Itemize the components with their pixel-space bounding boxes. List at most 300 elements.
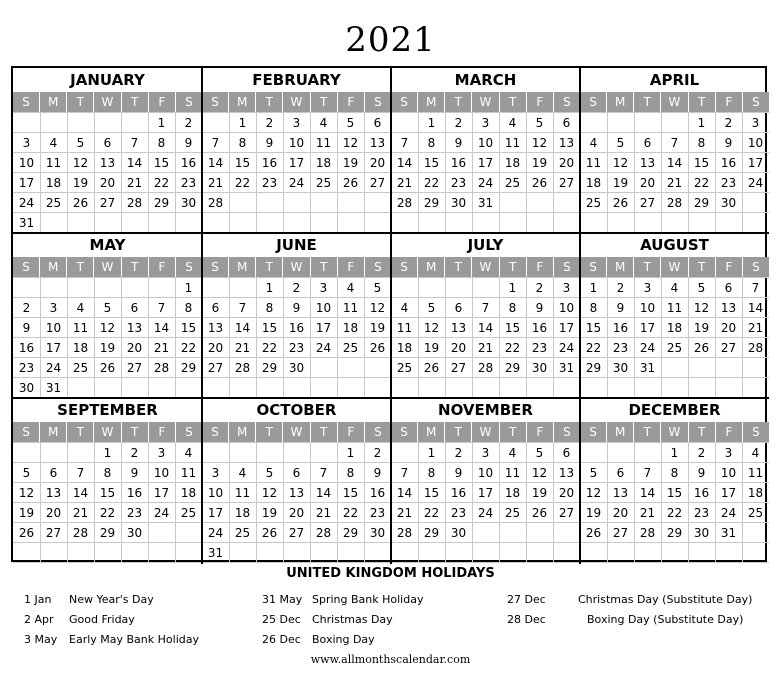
weekday-label: T: [255, 92, 282, 112]
day-cell: 29: [504, 361, 521, 375]
weekday-label: S: [553, 422, 580, 442]
day-cell: 14: [747, 301, 764, 315]
day-cell: 6: [211, 301, 220, 315]
day-cell: 29: [153, 196, 170, 210]
weekday-label: T: [499, 422, 526, 442]
day-cell: 19: [99, 341, 116, 355]
day-cell: 24: [639, 341, 656, 355]
day-cell: 31: [639, 361, 656, 375]
day-cell: 22: [99, 506, 116, 520]
holidays-title: UNITED KINGDOM HOLIDAYS: [286, 566, 495, 581]
day-cell: 27: [450, 361, 467, 375]
day-cell: 19: [18, 506, 35, 520]
day-cell: 23: [531, 341, 548, 355]
weekday-label: T: [688, 257, 715, 277]
day-cell: 16: [261, 156, 278, 170]
day-cell: 17: [747, 156, 764, 170]
weekday-label: W: [471, 92, 498, 112]
weekday-label: S: [364, 92, 391, 112]
day-cell: 29: [180, 361, 197, 375]
month-august: [580, 233, 769, 398]
day-cell: 23: [720, 176, 737, 190]
day-cell: 7: [211, 136, 220, 150]
day-cell: 10: [288, 136, 305, 150]
day-cell: 29: [423, 526, 440, 540]
day-cell: 6: [643, 136, 652, 150]
day-cell: 29: [342, 526, 359, 540]
day-cell: 16: [450, 156, 467, 170]
day-cell: 7: [481, 301, 490, 315]
day-cell: 21: [639, 506, 656, 520]
day-cell: 1: [238, 116, 247, 130]
day-cell: 30: [450, 526, 467, 540]
day-cell: 27: [639, 196, 656, 210]
grid-line: [391, 562, 580, 563]
day-cell: 8: [184, 301, 193, 315]
day-cell: 3: [292, 116, 301, 130]
day-cell: 2: [724, 116, 733, 130]
day-cell: 30: [720, 196, 737, 210]
day-cell: 3: [481, 446, 490, 460]
day-cell: 28: [639, 526, 656, 540]
day-cell: 6: [292, 466, 301, 480]
weekday-label: F: [337, 92, 364, 112]
day-cell: 9: [373, 466, 382, 480]
day-cell: 4: [670, 281, 679, 295]
day-cell: 6: [562, 116, 571, 130]
day-cell: 28: [666, 196, 683, 210]
day-cell: 15: [693, 156, 710, 170]
weekday-label: W: [93, 92, 120, 112]
day-cell: 5: [535, 446, 544, 460]
day-cell: 26: [99, 361, 116, 375]
day-cell: 15: [261, 321, 278, 335]
month-title: JULY: [467, 236, 504, 254]
day-cell: 5: [427, 301, 436, 315]
day-cell: 9: [22, 321, 31, 335]
day-cell: 1: [670, 446, 679, 460]
day-cell: 30: [450, 196, 467, 210]
day-cell: 28: [396, 526, 413, 540]
day-cell: 30: [288, 361, 305, 375]
day-cell: 21: [126, 176, 143, 190]
holiday-date: 2 Apr: [24, 613, 54, 626]
weekday-label: S: [742, 257, 769, 277]
day-cell: 5: [22, 466, 31, 480]
weekday-label: T: [499, 92, 526, 112]
day-cell: 26: [531, 506, 548, 520]
weekday-label: F: [526, 92, 553, 112]
day-cell: 3: [49, 301, 58, 315]
day-cell: 4: [319, 116, 328, 130]
weekday-label: T: [121, 257, 148, 277]
weekday-label: S: [364, 257, 391, 277]
day-cell: 30: [180, 196, 197, 210]
day-cell: 17: [45, 341, 62, 355]
day-cell: 2: [454, 446, 463, 460]
day-cell: 19: [369, 321, 386, 335]
weekday-label: M: [39, 92, 66, 112]
day-cell: 11: [396, 321, 413, 335]
day-cell: 7: [751, 281, 760, 295]
day-cell: 6: [454, 301, 463, 315]
month-divider: [13, 397, 769, 399]
day-cell: 17: [639, 321, 656, 335]
day-cell: 10: [720, 466, 737, 480]
day-cell: 12: [612, 156, 629, 170]
day-cell: 6: [724, 281, 733, 295]
day-cell: 26: [585, 526, 602, 540]
month-divider: [201, 68, 203, 564]
day-cell: 13: [99, 156, 116, 170]
day-cell: 23: [288, 341, 305, 355]
weekday-label: S: [364, 422, 391, 442]
day-cell: 16: [126, 486, 143, 500]
day-cell: 7: [238, 301, 247, 315]
day-cell: 15: [180, 321, 197, 335]
day-cell: 17: [207, 506, 224, 520]
day-cell: 27: [558, 176, 575, 190]
day-cell: 2: [130, 446, 139, 460]
day-cell: 20: [558, 156, 575, 170]
day-cell: 13: [558, 466, 575, 480]
weekday-label: T: [66, 257, 93, 277]
day-cell: 20: [720, 321, 737, 335]
day-cell: 10: [18, 156, 35, 170]
day-cell: 24: [477, 506, 494, 520]
day-cell: 17: [315, 321, 332, 335]
day-cell: 11: [45, 156, 62, 170]
day-cell: 17: [153, 486, 170, 500]
holiday-date: 3 May: [24, 633, 58, 646]
day-cell: 25: [396, 361, 413, 375]
weekday-label: T: [688, 92, 715, 112]
day-cell: 18: [747, 486, 764, 500]
weekday-label: S: [589, 425, 597, 439]
month-february: [202, 68, 391, 233]
day-cell: 21: [477, 341, 494, 355]
day-cell: 24: [720, 506, 737, 520]
day-cell: 21: [396, 506, 413, 520]
day-cell: 28: [477, 361, 494, 375]
day-cell: 28: [153, 361, 170, 375]
day-cell: 19: [342, 156, 359, 170]
day-cell: 28: [234, 361, 251, 375]
weekday-label: M: [417, 92, 444, 112]
day-cell: 18: [315, 156, 332, 170]
day-cell: 29: [423, 196, 440, 210]
day-cell: 12: [18, 486, 35, 500]
day-cell: 17: [477, 486, 494, 500]
month-title: AUGUST: [640, 236, 709, 254]
day-cell: 22: [153, 176, 170, 190]
weekday-header: [391, 422, 580, 442]
day-cell: 14: [153, 321, 170, 335]
day-cell: 5: [346, 116, 355, 130]
day-cell: 7: [130, 136, 139, 150]
day-cell: 25: [666, 341, 683, 355]
day-cell: 2: [454, 116, 463, 130]
grid-line: [13, 277, 202, 278]
weekday-label: S: [553, 257, 580, 277]
day-cell: 20: [369, 156, 386, 170]
day-cell: 26: [531, 176, 548, 190]
day-cell: 24: [315, 341, 332, 355]
day-cell: 7: [643, 466, 652, 480]
weekday-label: S: [211, 95, 219, 109]
day-cell: 1: [508, 281, 517, 295]
day-cell: 17: [477, 156, 494, 170]
day-cell: 20: [99, 176, 116, 190]
day-cell: 2: [616, 281, 625, 295]
day-cell: 30: [693, 526, 710, 540]
day-cell: 29: [99, 526, 116, 540]
holiday-date: 27 Dec: [507, 593, 546, 606]
day-cell: 10: [477, 136, 494, 150]
weekday-label: F: [148, 257, 175, 277]
day-cell: 24: [153, 506, 170, 520]
day-cell: 8: [697, 136, 706, 150]
day-cell: 31: [45, 381, 62, 395]
day-cell: 11: [585, 156, 602, 170]
day-cell: 8: [346, 466, 355, 480]
holiday-date: 31 May: [262, 593, 303, 606]
day-cell: 7: [319, 466, 328, 480]
weekday-label: S: [211, 260, 219, 274]
day-cell: 14: [396, 156, 413, 170]
weekday-label: T: [633, 92, 660, 112]
day-cell: 22: [342, 506, 359, 520]
day-cell: 23: [18, 361, 35, 375]
day-cell: 7: [76, 466, 85, 480]
weekday-header: [580, 257, 769, 277]
day-cell: 4: [49, 136, 58, 150]
day-cell: 1: [589, 281, 598, 295]
day-cell: 2: [184, 116, 193, 130]
day-cell: 27: [720, 341, 737, 355]
day-cell: 26: [423, 361, 440, 375]
weekday-label: M: [39, 422, 66, 442]
day-cell: 23: [450, 506, 467, 520]
day-cell: 8: [427, 466, 436, 480]
month-divider: [13, 232, 769, 234]
day-cell: 6: [103, 136, 112, 150]
day-cell: 16: [720, 156, 737, 170]
day-cell: 18: [45, 176, 62, 190]
day-cell: 28: [747, 341, 764, 355]
day-cell: 29: [693, 196, 710, 210]
month-october: [202, 398, 391, 563]
day-cell: 9: [130, 466, 139, 480]
weekday-label: T: [121, 92, 148, 112]
day-cell: 22: [261, 341, 278, 355]
day-cell: 18: [396, 341, 413, 355]
day-cell: 6: [49, 466, 58, 480]
day-cell: 4: [751, 446, 760, 460]
day-cell: 8: [670, 466, 679, 480]
month-january: [13, 68, 202, 233]
weekday-header: [391, 257, 580, 277]
month-title: MAY: [89, 236, 126, 254]
day-cell: 24: [477, 176, 494, 190]
day-cell: 7: [157, 301, 166, 315]
day-cell: 22: [423, 506, 440, 520]
day-cell: 16: [180, 156, 197, 170]
day-cell: 22: [180, 341, 197, 355]
day-cell: 15: [153, 156, 170, 170]
day-cell: 9: [697, 466, 706, 480]
day-cell: 26: [261, 526, 278, 540]
day-cell: 4: [76, 301, 85, 315]
month-june: [202, 233, 391, 398]
day-cell: 9: [724, 136, 733, 150]
holiday-name: Boxing Day: [312, 633, 375, 646]
day-cell: 15: [423, 486, 440, 500]
day-cell: 5: [589, 466, 598, 480]
day-cell: 20: [639, 176, 656, 190]
weekday-label: T: [255, 257, 282, 277]
day-cell: 27: [558, 506, 575, 520]
day-cell: 10: [477, 466, 494, 480]
day-cell: 23: [369, 506, 386, 520]
day-cell: 15: [423, 156, 440, 170]
weekday-label: T: [688, 422, 715, 442]
weekday-label: W: [282, 422, 309, 442]
day-cell: 12: [72, 156, 89, 170]
weekday-label: F: [337, 422, 364, 442]
day-cell: 14: [72, 486, 89, 500]
day-cell: 13: [369, 136, 386, 150]
day-cell: 3: [211, 466, 220, 480]
day-cell: 23: [450, 176, 467, 190]
weekday-label: T: [121, 422, 148, 442]
weekday-label: F: [148, 92, 175, 112]
weekday-label: T: [633, 257, 660, 277]
website-footer: www.allmonthscalendar.com: [310, 653, 471, 666]
month-divider: [390, 68, 392, 564]
day-cell: 22: [693, 176, 710, 190]
weekday-label: S: [175, 257, 202, 277]
day-cell: 3: [22, 136, 31, 150]
day-cell: 14: [396, 486, 413, 500]
weekday-header: [391, 92, 580, 112]
holiday-name: Christmas Day: [312, 613, 393, 626]
day-cell: 2: [697, 446, 706, 460]
weekday-label: T: [66, 422, 93, 442]
month-title: OCTOBER: [256, 401, 337, 419]
day-cell: 12: [423, 321, 440, 335]
day-cell: 6: [562, 446, 571, 460]
weekday-label: F: [526, 422, 553, 442]
day-cell: 30: [126, 526, 143, 540]
day-cell: 15: [234, 156, 251, 170]
day-cell: 18: [666, 321, 683, 335]
day-cell: 21: [666, 176, 683, 190]
day-cell: 11: [315, 136, 332, 150]
grid-line: [580, 562, 769, 563]
day-cell: 8: [508, 301, 517, 315]
day-cell: 2: [292, 281, 301, 295]
day-cell: 27: [288, 526, 305, 540]
day-cell: 12: [369, 301, 386, 315]
day-cell: 4: [589, 136, 598, 150]
day-cell: 11: [180, 466, 197, 480]
day-cell: 30: [18, 381, 35, 395]
day-cell: 3: [751, 116, 760, 130]
holiday-name: Spring Bank Holiday: [312, 593, 424, 606]
day-cell: 1: [427, 446, 436, 460]
day-cell: 5: [265, 466, 274, 480]
day-cell: 13: [450, 321, 467, 335]
weekday-label: M: [417, 257, 444, 277]
weekday-header: [580, 92, 769, 112]
weekday-label: F: [715, 422, 742, 442]
weekday-label: M: [606, 422, 633, 442]
day-cell: 14: [639, 486, 656, 500]
day-cell: 26: [369, 341, 386, 355]
weekday-label: T: [255, 422, 282, 442]
grid-line: [202, 562, 391, 563]
day-cell: 27: [612, 526, 629, 540]
weekday-label: F: [526, 257, 553, 277]
day-cell: 30: [612, 361, 629, 375]
weekday-header: [13, 422, 202, 442]
month-april: [580, 68, 769, 233]
day-cell: 2: [265, 116, 274, 130]
month-title: SEPTEMBER: [57, 401, 158, 419]
holiday-date: 25 Dec: [262, 613, 301, 626]
day-cell: 20: [45, 506, 62, 520]
day-cell: 23: [180, 176, 197, 190]
day-cell: 24: [558, 341, 575, 355]
day-cell: 30: [369, 526, 386, 540]
day-cell: 19: [423, 341, 440, 355]
day-cell: 25: [504, 506, 521, 520]
day-cell: 16: [612, 321, 629, 335]
day-cell: 25: [504, 176, 521, 190]
weekday-label: M: [228, 422, 255, 442]
day-cell: 17: [558, 321, 575, 335]
grid-line: [13, 562, 202, 563]
day-cell: 11: [342, 301, 359, 315]
day-cell: 26: [693, 341, 710, 355]
day-cell: 2: [22, 301, 31, 315]
day-cell: 21: [72, 506, 89, 520]
day-cell: 13: [720, 301, 737, 315]
day-cell: 29: [261, 361, 278, 375]
day-cell: 19: [531, 156, 548, 170]
day-cell: 23: [612, 341, 629, 355]
day-cell: 15: [666, 486, 683, 500]
day-cell: 5: [697, 281, 706, 295]
weekday-label: W: [660, 92, 687, 112]
month-december: [580, 398, 769, 563]
day-cell: 29: [666, 526, 683, 540]
day-cell: 14: [666, 156, 683, 170]
day-cell: 3: [319, 281, 328, 295]
day-cell: 5: [76, 136, 85, 150]
day-cell: 5: [373, 281, 382, 295]
day-cell: 13: [45, 486, 62, 500]
weekday-header: [13, 257, 202, 277]
day-cell: 1: [265, 281, 274, 295]
day-cell: 20: [450, 341, 467, 355]
month-march: [391, 68, 580, 233]
day-cell: 20: [288, 506, 305, 520]
day-cell: 10: [45, 321, 62, 335]
day-cell: 31: [207, 546, 224, 560]
month-title: JANUARY: [70, 71, 145, 89]
